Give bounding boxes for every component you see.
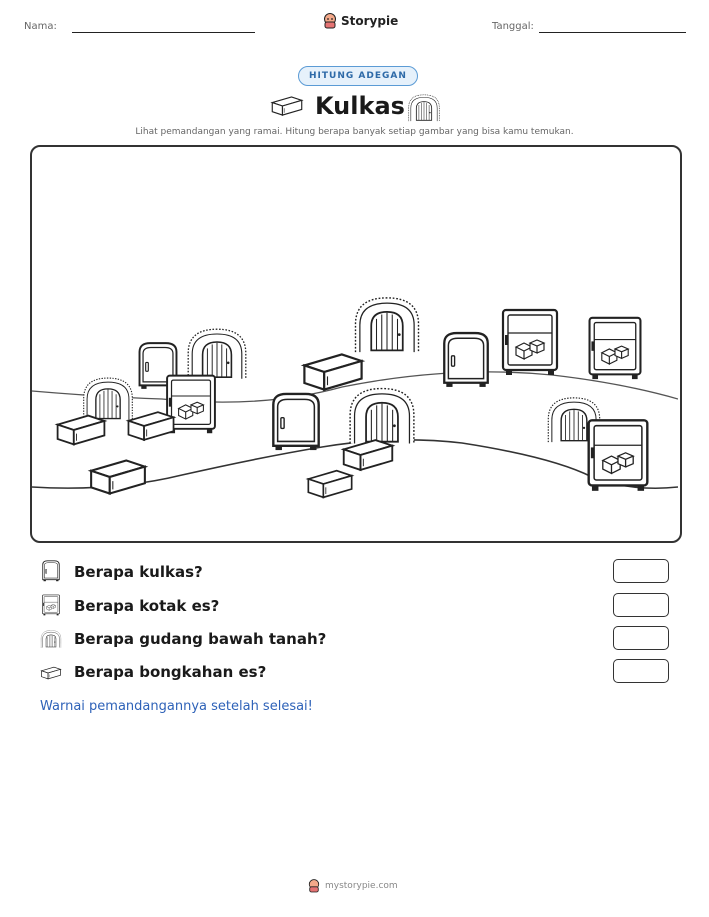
date-line[interactable] (539, 32, 686, 33)
name-line[interactable] (72, 32, 255, 33)
scene-illustration[interactable] (32, 147, 678, 539)
page-title: Kulkas (315, 92, 405, 120)
icebox-3 (590, 318, 641, 379)
question-1 (40, 560, 62, 586)
activity-badge: HITUNG ADEGAN (298, 66, 418, 86)
footer-brand (308, 879, 398, 893)
fridge-icon (40, 560, 62, 582)
icebox-4 (589, 420, 648, 491)
icebox-2 (503, 310, 557, 375)
ice-block-1 (58, 416, 105, 445)
question-3 (40, 628, 62, 654)
ice-block-6 (308, 471, 351, 498)
fridge-3 (444, 333, 488, 387)
footer-url: mystorypie.com (325, 881, 398, 891)
cellar-2 (188, 329, 246, 379)
cellar-icon (40, 628, 62, 650)
icebox-icon (40, 594, 62, 616)
ice-block-5 (344, 440, 393, 470)
question-3-text: Berapa gudang bawah tanah? (74, 630, 327, 648)
question-2 (40, 594, 62, 620)
cellar-4 (350, 389, 414, 444)
cellar-3 (356, 298, 419, 352)
question-4 (40, 662, 62, 688)
ice-block-3 (91, 460, 145, 493)
date-label: Tanggal: (492, 21, 534, 32)
instructions: Lihat pemandangan yang ramai. Hitung berapa banyak setiap gambar yang bisa kamu temukan. (135, 127, 574, 137)
name-label: Nama: (24, 21, 57, 32)
question-2-text: Berapa kotak es? (74, 597, 220, 615)
answer-box-2[interactable] (613, 593, 669, 617)
answer-box-4[interactable] (613, 659, 669, 683)
brand-name: Storypie (341, 14, 399, 28)
ice-block-2 (128, 412, 173, 440)
coloring-note: Warnai pemandangannya setelah selesai! (40, 699, 313, 714)
answer-box-3[interactable] (613, 626, 669, 650)
cellar-1 (84, 378, 133, 420)
fridge-2 (273, 394, 318, 450)
answer-box-1[interactable] (613, 559, 669, 583)
storypie-mascot-icon (308, 879, 320, 893)
cellar-icon (407, 93, 441, 123)
brand-logo (323, 13, 398, 29)
ice-block-icon (270, 94, 304, 118)
storypie-mascot-icon (323, 13, 337, 29)
question-1-text: Berapa kulkas? (74, 563, 203, 581)
ice-block-icon (40, 662, 62, 684)
question-4-text: Berapa bongkahan es? (74, 663, 267, 681)
